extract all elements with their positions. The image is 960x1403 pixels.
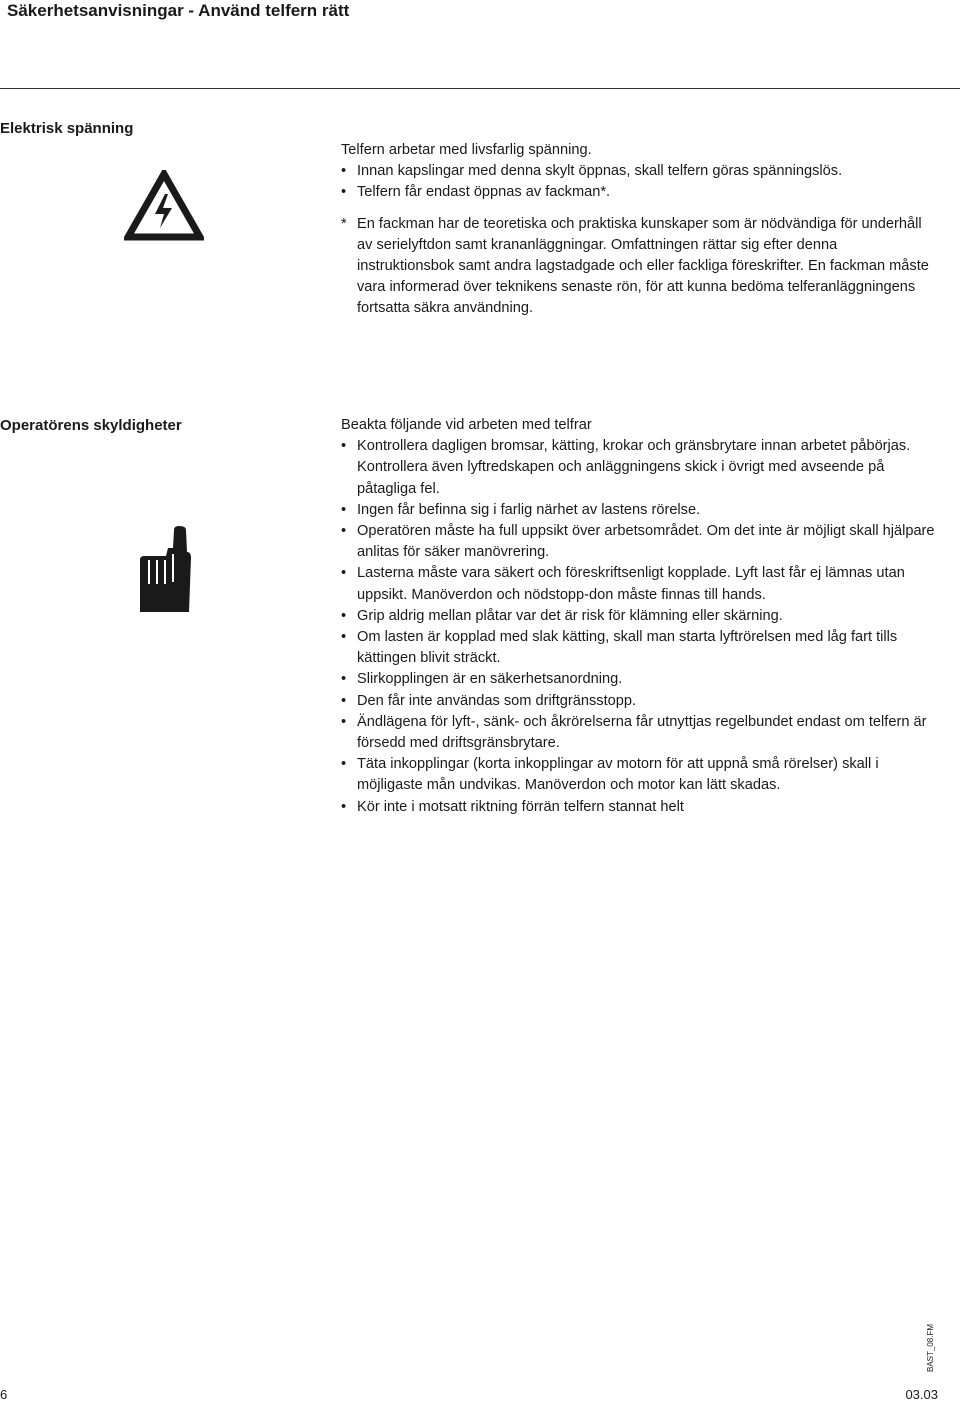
section-heading-operator: Operatörens skyldigheter (0, 417, 182, 434)
list-item: • Operatören måste ha full uppsikt över arbetsområdet. Om det inte är möjligt skall hjälpare anlitas för säker manövrering. (341, 521, 937, 563)
list-item: • Telfern får endast öppnas av fackman*. (341, 182, 937, 203)
list-item: • Kör inte i motsatt riktning förrän telfern stannat helt (341, 797, 937, 818)
list-item: • Lasterna måste vara säkert och föreskriftsenligt kopplade. Lyft last får ej lämnas utan uppsikt. Manöverdon och nödstopp-don måste finnas till hands. (341, 563, 937, 605)
file-tag: BAST_08.FM (926, 1323, 935, 1372)
footnote-mark: * (341, 215, 347, 232)
list-item: • Slirkopplingen är en säkerhetsanordning. (341, 669, 937, 690)
section-body-electrical (341, 140, 937, 320)
section-intro: Telfern arbetar med livsfarlig spänning. (341, 142, 592, 158)
header-divider (0, 88, 960, 89)
list-item: • Innan kapslingar med denna skylt öppnas, skall telfern göras spänningslös. (341, 161, 937, 182)
list-item: • Om lasten är kopplad med slak kätting, skall man starta lyftrörelsen med låg fart tills kättingen blivit sträckt. (341, 627, 937, 669)
raised-hand-icon (136, 524, 192, 612)
page-title: Säkerhetsanvisningar - Använd telfern rätt (7, 1, 350, 20)
bullet-list (341, 161, 937, 203)
list-item: • Kontrollera dagligen bromsar, kätting, krokar och gränsbrytare innan arbetet påbörjas. Kontrollera även lyftredskapen och anläggningens skick i övrigt med avseende på påtagliga fel. (341, 436, 937, 500)
section-body-operator (341, 415, 937, 818)
page-number: 6 (0, 1387, 8, 1402)
section-heading-electrical: Elektrisk spänning (0, 120, 134, 137)
document-date: 03.03 (905, 1387, 938, 1402)
list-item: • Täta inkopplingar (korta inkopplingar av motorn för att uppnå små rörelser) skall i möjligaste mån undvikas. Manöverdon och motor kan lätt skadas. (341, 754, 937, 796)
bullet-list (341, 436, 937, 818)
section-intro: Beakta följande vid arbeten med telfrar (341, 417, 592, 433)
list-item: • Ingen får befinna sig i farlig närhet av lastens rörelse. (341, 500, 937, 521)
electrical-hazard-icon (124, 170, 204, 242)
footnote-text: En fackman har de teoretiska och praktiska kunskaper som är nödvändiga för underhåll av serielyftdon samt krananläggningar. Omfattningen rättar sig efter denna instruktionsbok samt andra lagstadgade och eller fackliga föreskrifter. En fackman måste vara informerad över teknikens senaste rön, för att kunna bedöma telferanläggningens fortsatta säkra användning. (357, 215, 929, 317)
list-item: • Den får inte användas som driftgränsstopp. (341, 691, 937, 712)
list-item: • Ändlägena för lyft-, sänk- och åkrörelserna får utnyttjas regelbundet endast om telfern är försedd med driftsgränsbrytare. (341, 712, 937, 754)
list-item: • Grip aldrig mellan plåtar var det är risk för klämning eller skärning. (341, 606, 937, 627)
footnote (341, 214, 937, 320)
